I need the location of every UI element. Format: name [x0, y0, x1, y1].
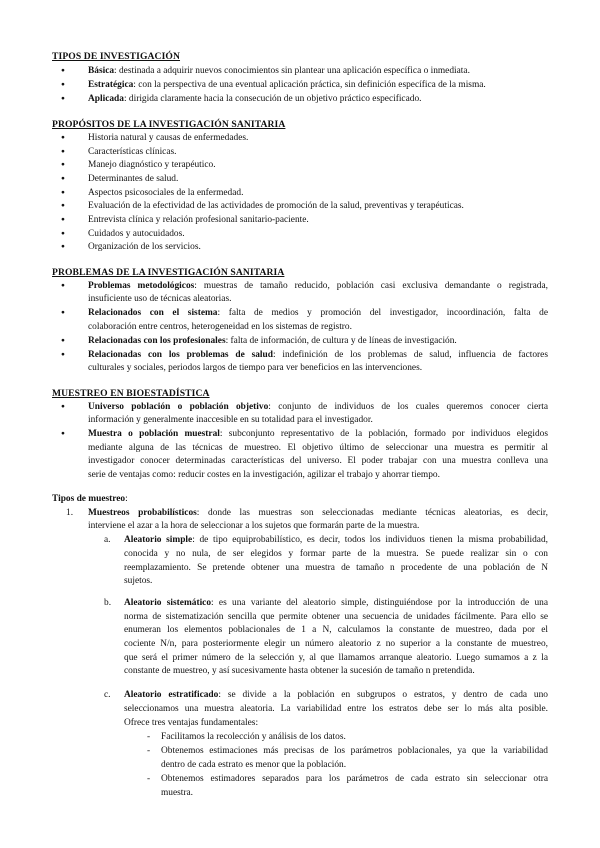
list-item: ● Aspectos psicosociales de la enfermedad. — [88, 188, 243, 198]
term: Relacionadas con los problemas de salud — [88, 350, 273, 360]
item-continuation: información y generalmente inaccesible en su totalidad para el investigador. — [88, 415, 373, 425]
term: Aleatorio estratificado — [124, 690, 219, 700]
list-item: ● Cuidados y autocuidados. — [88, 229, 185, 239]
list-item-aleatorio-sistematico — [124, 598, 548, 608]
term: Relacionados con el sistema — [88, 308, 218, 318]
term: Aleatorio simple — [124, 535, 193, 545]
list-number: 1. — [66, 508, 74, 518]
item-continuation: enumeran los elementos poblacionales de 1 a N, calculamos la constante de muestreo, dada por el — [124, 625, 548, 635]
list-item: ● Características clínicas. — [88, 147, 177, 157]
item-text: : se divide a la población en subgrupos o estratos, y dentro de cada uno — [218, 690, 548, 700]
item-text: : destinada a adquirir nuevos conocimientos sin plantear una aplicación específica o inmediata. — [114, 66, 470, 76]
dash-marker: - — [147, 732, 151, 742]
item-text: : dirigida claramente hacia la consecución de un objetivo práctico especificado. — [123, 94, 422, 104]
list-item: ● Organización de los servicios. — [88, 242, 201, 252]
list-letter: a. — [104, 535, 111, 545]
section-title-tipos-investigacion: TIPOS DE INVESTIGACIÓN — [52, 51, 181, 62]
dash-marker: - — [147, 774, 151, 784]
item-continuation: norma de sistematización sencilla que permite obtener una secuencia de unidades fácilmente. Para ello se — [124, 612, 548, 622]
list-item-aleatorio-simple — [124, 535, 548, 545]
list-letter: b. — [104, 598, 112, 608]
list-item — [88, 281, 548, 291]
item-continuation: Ofrece tres ventajas fundamentales: — [124, 718, 259, 728]
item-text: : es una variante del aleatorio simple, distinguiéndose por la introducción de una — [211, 598, 548, 608]
list-item — [88, 350, 548, 360]
item-text: : con la perspectiva de una eventual aplicación práctica, sin definición específica de la misma. — [133, 80, 486, 90]
list-item-muestra — [88, 429, 548, 439]
section-title-propositos: PROPÓSITOS DE LA INVESTIGACIÓN SANITARIA — [52, 119, 286, 130]
term: Aplicada — [88, 94, 124, 104]
item-text: : de tipo equiprobabilístico, es decir, todos los individuos tienen la misma probabilidad, — [192, 535, 548, 545]
term: Muestra o población muestral — [88, 429, 220, 439]
list-item: ● Evaluación de la efectividad de las actividades de promoción de la salud, preventivas y terapéuticas. — [88, 201, 464, 211]
sub-list-item: Obtenemos estimadores separados para los parámetros de cada estrato sin seleccionar otra — [161, 774, 548, 784]
item-continuation: insuficiente uso de técnicas aleatorias. — [88, 294, 232, 304]
item-continuation: culturales y sociales, periodos largos de tiempo para ver beneficios en las intervenciones. — [88, 363, 423, 373]
item-text: : donde las muestras son seleccionadas mediante técnicas aleatorias, es decir, — [196, 508, 548, 518]
list-item-aleatorio-estratificado — [124, 690, 548, 700]
list-item — [88, 80, 486, 90]
list-item: ● Entrevista clínica y relación profesional sanitario-paciente. — [88, 215, 309, 225]
term: Aleatorio sistemático — [124, 598, 212, 608]
list-item: ● Historia natural y causas de enfermedades. — [88, 133, 248, 143]
list-item — [88, 336, 457, 346]
sub-list-item: Facilitamos la recolección y análisis de los datos. — [161, 732, 346, 742]
item-text: : falta de información, de cultura y de líneas de investigación. — [225, 336, 457, 346]
item-continuation: sujetos. — [124, 576, 153, 586]
list-item — [88, 94, 421, 104]
item-continuation: dentro de cada estrato es menor que la población. — [161, 760, 347, 770]
item-text: : subconjunto representativo de la población, formado por individuos elegidos — [219, 429, 548, 439]
list-letter: c. — [104, 690, 111, 700]
item-continuation: interviene el azar a la hora de seleccionar a los sujetos que formarán parte de la muestra. — [88, 521, 420, 531]
term: Relacionadas con los profesionales — [88, 336, 226, 346]
list-item-universo — [88, 402, 548, 412]
list-item — [88, 308, 548, 318]
item-text: : falta de medios y promoción del investigador, incoordinación, falta de — [217, 308, 549, 318]
item-continuation: que será el primer número de la selección y, al que llamamos arranque aleatorio. Luego sumamos a z la — [124, 653, 548, 663]
list-item: ● Determinantes de salud. — [88, 174, 178, 184]
list-item-probabilisticos — [88, 508, 548, 518]
item-text: : indefinición de los problemas de salud, influencia de factores — [272, 350, 548, 360]
item-text: : muestras de tamaño reducido, población casi exclusiva demandante o registrada, — [194, 281, 548, 291]
term: Muestreos probabilísticos — [88, 508, 197, 518]
term: Universo población o población objetivo — [88, 402, 269, 412]
term: Básica — [88, 66, 115, 76]
colon: : — [125, 494, 128, 504]
item-continuation: cociente N/n, para posteriormente elegir un número aleatorio z no superior a la constante de muestreo, — [124, 639, 548, 649]
subsection-title-text: Tipos de muestreo — [52, 494, 126, 504]
sub-list-item: Obtenemos estimaciones más precisas de los parámetros poblacionales, ya que la variabilidad — [161, 746, 548, 756]
section-title-muestreo: MUESTREO EN BIOESTADÍSTICA — [52, 388, 210, 399]
item-continuation: investigador conocer determinadas características del universo. El poder trabajar con una muestra conlleva una — [88, 456, 548, 466]
list-item: ● Manejo diagnóstico y terapéutico. — [88, 160, 216, 170]
item-continuation: muestra. — [161, 788, 194, 798]
term: Estratégica — [88, 80, 134, 90]
item-continuation: conocida y no nula, de ser elegidos y formar parte de la muestra. Se puede realizar sin o con — [124, 549, 548, 559]
item-continuation: reemplazamiento. Se pretende obtener una muestra de tamaño n procedente de una población de N — [124, 563, 548, 573]
item-continuation: constante de muestreo, y así sucesivamente hasta obtener la sucesión de tamaño n pretendida. — [124, 666, 475, 676]
section-title-problemas: PROBLEMAS DE LA INVESTIGACIÓN SANITARIA — [52, 267, 285, 278]
item-continuation: seleccionamos una muestra aleatoria. La variabilidad entre los estratos debe ser lo más alta posible. — [124, 704, 548, 714]
term: Problemas metodológicos — [88, 281, 195, 291]
item-text: : conjunto de individuos de los cuales queremos conocer cierta — [268, 402, 548, 412]
subsection-title-tipos-muestreo — [52, 494, 128, 504]
item-continuation: mediante alguna de las técnicas de muestreo. El objetivo último de seleccionar una muestra es permitir al — [88, 443, 548, 453]
item-continuation: colaboración entre centros, heterogeneidad en los sistemas de registro. — [88, 322, 352, 332]
item-continuation: serie de ventajas como: reducir costes en la investigación, agilizar el trabajo y ahorrar tiempo. — [88, 470, 440, 480]
dash-marker: - — [147, 746, 151, 756]
list-item — [88, 66, 470, 76]
